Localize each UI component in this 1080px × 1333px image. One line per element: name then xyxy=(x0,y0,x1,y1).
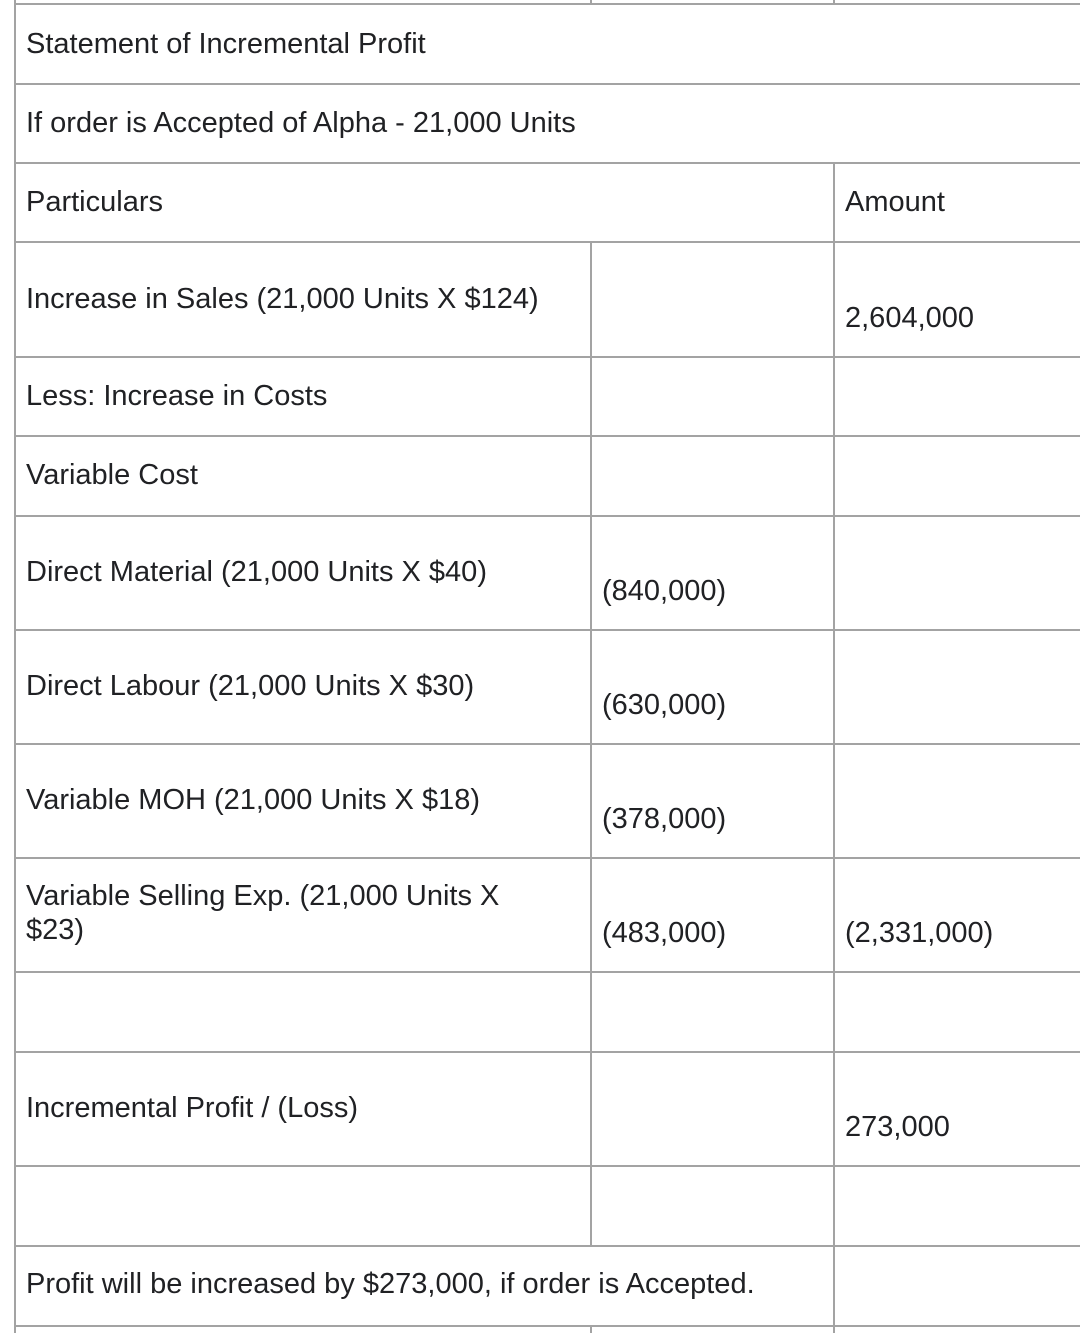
row-label-direct-labour: Direct Labour (21,000 Units X $30) xyxy=(26,670,475,702)
grid-line xyxy=(15,356,1080,358)
grid-line xyxy=(15,1325,1080,1327)
grid-line xyxy=(15,435,1080,437)
row-label-incremental-profit: Incremental Profit / (Loss) xyxy=(26,1092,358,1124)
conclusion-text: Profit will be increased by $273,000, if order is Accepted. xyxy=(26,1268,755,1300)
row-detail-direct-labour: (630,000) xyxy=(602,689,727,721)
row-amount-incremental-profit: 273,000 xyxy=(845,1111,950,1143)
row-label-less-costs: Less: Increase in Costs xyxy=(26,380,328,412)
grid-line xyxy=(15,83,1080,85)
grid-line xyxy=(15,1245,1080,1247)
grid-line xyxy=(15,1165,1080,1167)
grid-line xyxy=(15,629,1080,631)
statement-title: Statement of Incremental Profit xyxy=(26,28,426,60)
row-label-variable-selling: Variable Selling Exp. (21,000 Units X $23) xyxy=(26,880,500,946)
header-amount: Amount xyxy=(845,186,945,218)
row-amount-sales: 2,604,000 xyxy=(845,302,975,334)
row-detail-direct-material: (840,000) xyxy=(602,575,727,607)
grid-line xyxy=(590,242,592,1246)
row-label-sales: Increase in Sales (21,000 Units X $124) xyxy=(26,283,539,315)
grid-line xyxy=(590,1326,592,1333)
row-detail-variable-moh: (378,000) xyxy=(602,803,727,835)
grid-line xyxy=(15,1051,1080,1053)
grid-line xyxy=(833,0,835,4)
grid-line xyxy=(14,0,16,1333)
grid-line xyxy=(15,241,1080,243)
row-label-direct-material: Direct Material (21,000 Units X $40) xyxy=(26,556,487,588)
grid-line xyxy=(15,162,1080,164)
row-label-variable-moh: Variable MOH (21,000 Units X $18) xyxy=(26,784,481,816)
grid-line xyxy=(15,857,1080,859)
row-detail-variable-selling: (483,000) xyxy=(602,917,727,949)
grid-line xyxy=(590,0,592,4)
row-label-variable-cost: Variable Cost xyxy=(26,459,198,491)
header-particulars: Particulars xyxy=(26,186,163,218)
grid-line xyxy=(15,743,1080,745)
grid-line xyxy=(15,971,1080,973)
statement-subtitle: If order is Accepted of Alpha - 21,000 Units xyxy=(26,107,576,139)
grid-line xyxy=(833,163,835,1333)
grid-line xyxy=(15,3,1080,5)
row-amount-total-costs: (2,331,000) xyxy=(845,917,994,949)
grid-line xyxy=(15,515,1080,517)
